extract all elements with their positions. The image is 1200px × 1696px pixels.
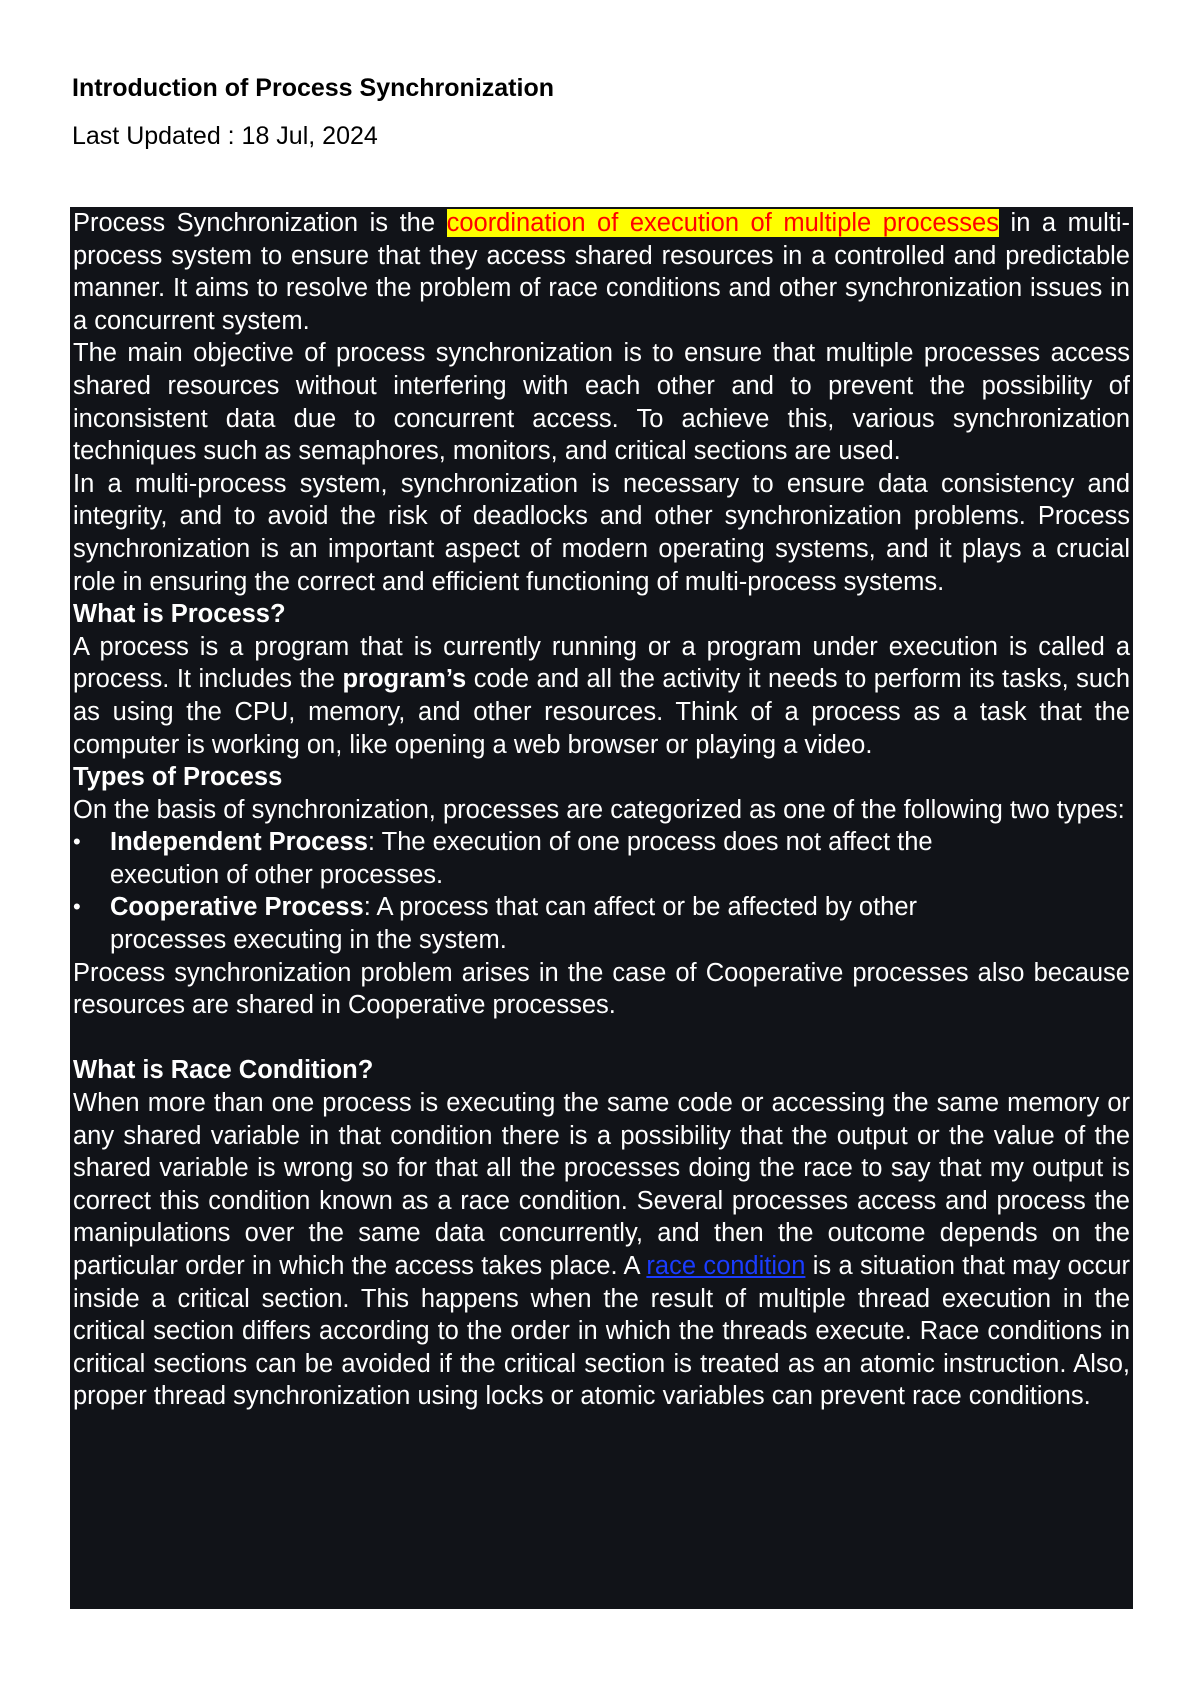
list-item-description: : The execution of one process does not affect the execution of other processes. — [110, 828, 933, 889]
process-text-before: A process is a program that is currently running or a program under execution is called a process. It includes the — [73, 632, 1130, 694]
process-bold-term: program’s — [342, 665, 467, 694]
page-title: Introduction of Process Synchronization — [72, 74, 554, 102]
intro-p1-text-before: Process Synchronization is the — [73, 209, 447, 237]
spacer — [73, 1022, 1130, 1055]
race-condition-heading: What is Race Condition? — [73, 1056, 374, 1085]
last-updated-date: Last Updated : 18 Jul, 2024 — [72, 122, 378, 150]
process-types-list — [73, 826, 1130, 956]
types-of-process-heading: Types of Process — [73, 763, 283, 792]
list-item-term: Cooperative Process — [110, 893, 364, 922]
race-text-before: When more than one process is executing the same code or accessing the same memory or any shared variable in that condition there is a possibility that the output or the value of the shared variable is wrong so for that all the processes doing the race to say that my output is correct this condition known as a race condition. Several processes access and process the manipulations over the same data concurrently, and then the outcome depends on the particular order in which the access takes place. A — [73, 1089, 1130, 1280]
list-item-term: Independent Process — [110, 828, 368, 857]
intro-p1-text-after: in a multi-process system to ensure that they access shared resources in a controlled and predictable manner. It aims to resolve the problem of race conditions and other synchronization issues in a concurrent system. — [73, 209, 1130, 335]
what-is-process-paragraph — [73, 631, 1130, 761]
list-item — [73, 891, 1130, 956]
list-item — [73, 826, 1130, 891]
race-text-after: is a situation that may occur inside a critical section. This happens when the result of multiple thread execution in the critical section differs according to the order in which the threads execute. Race conditions in critical sections can be avoided if the critical section is treated as an atomic instruction. Also, proper thread synchronization using locks or atomic variables can prevent race conditions. — [73, 1252, 1130, 1411]
highlighted-phrase: coordination of execution of multiple processes — [446, 209, 999, 237]
bullet-icon: • — [73, 894, 81, 920]
types-outro-paragraph: Process synchronization problem arises in the case of Cooperative processes also because resources are shared in Cooperative processes. — [73, 958, 1130, 1020]
race-condition-link[interactable]: race condition — [646, 1252, 806, 1280]
intro-paragraph-3: In a multi-process system, synchronization is necessary to ensure data consistency and integrity, and to avoid the risk of deadlocks and other synchronization problems. Process synchronization is an important aspect of modern operating systems, and it plays a crucial role in ensuring the correct and efficient functioning of multi-process systems. — [73, 469, 1130, 596]
bullet-icon: • — [73, 829, 81, 855]
process-text-after: code and all the activity it needs to perform its tasks, such as using the CPU, memory, and other resources. Think of a process as a task that the computer is working on, like opening a web browser or playing a video. — [73, 665, 1130, 759]
types-intro-paragraph: On the basis of synchronization, processes are categorized as one of the following two types: — [73, 795, 1125, 824]
intro-paragraph-2: The main objective of process synchronization is to ensure that multiple processes access shared resources without interfering with each other and to prevent the possibility of inconsistent data due to concurrent access. To achieve this, various synchronization techniques such as semaphores, monitors, and critical sections are used. — [73, 339, 1130, 466]
intro-paragraph-1 — [73, 207, 1130, 337]
list-item-description: : A process that can affect or be affected by other processes executing in the system. — [110, 893, 918, 955]
what-is-process-heading: What is Process? — [73, 600, 286, 629]
race-condition-paragraph — [73, 1087, 1130, 1413]
article-content — [70, 207, 1133, 1609]
